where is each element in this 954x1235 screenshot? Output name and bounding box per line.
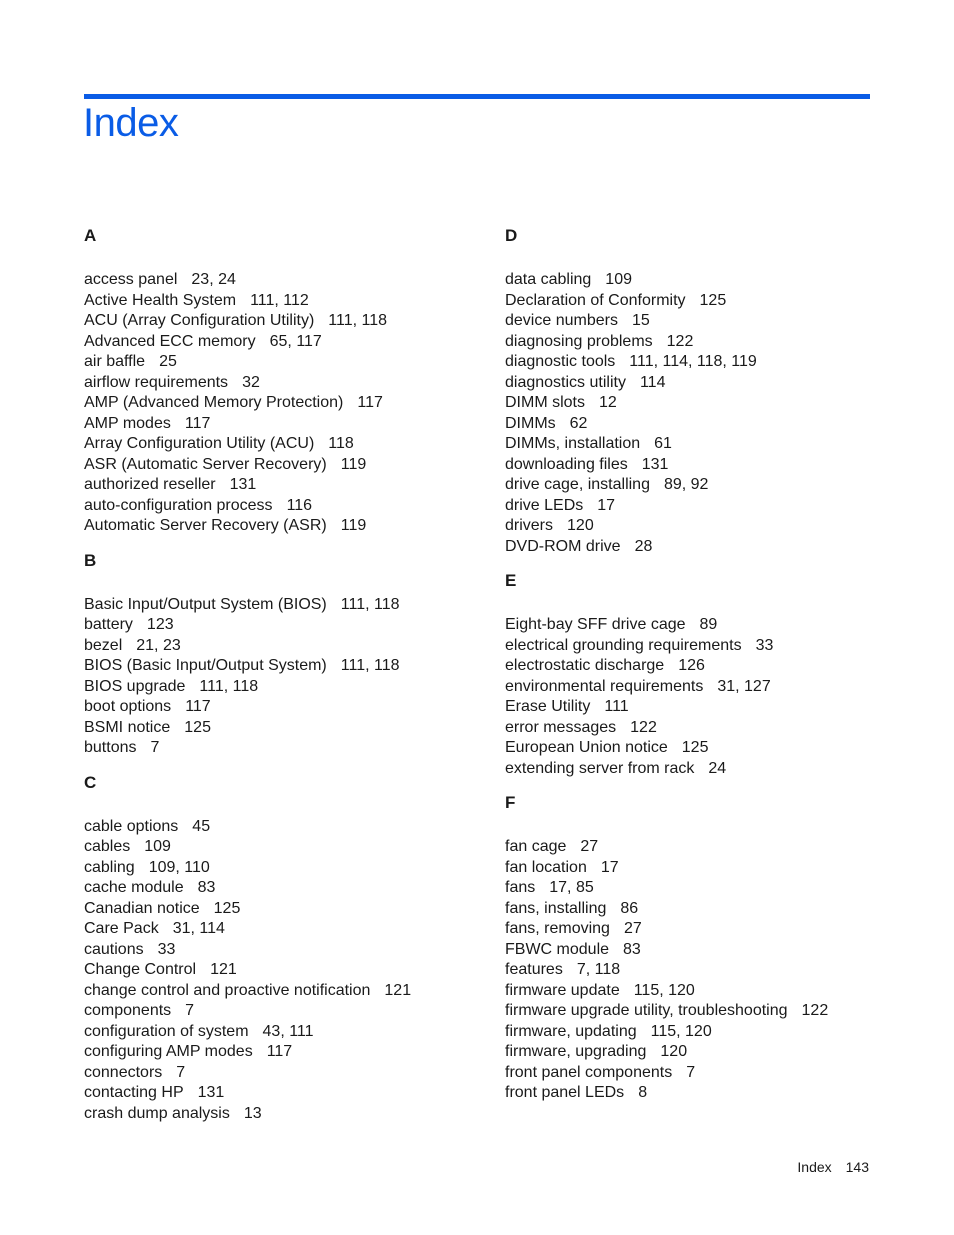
- index-entry: [505, 311, 905, 332]
- index-entry: [505, 496, 905, 517]
- page-reference[interactable]: 117: [357, 394, 383, 411]
- index-entry: [84, 393, 484, 414]
- index-section: [84, 773, 484, 1125]
- page-reference[interactable]: 7: [185, 1002, 195, 1019]
- index-term: Advanced ECC memory: [84, 332, 256, 350]
- index-entry: [84, 1022, 484, 1043]
- page-reference[interactable]: 121: [384, 981, 412, 999]
- index-term: air baffle: [84, 353, 146, 370]
- index-term: Declaration of Conformity: [505, 291, 686, 309]
- page-reference[interactable]: 125: [184, 718, 211, 736]
- page-reference[interactable]: 17, 85: [549, 879, 594, 896]
- index-term: features: [505, 961, 563, 978]
- page-reference[interactable]: 122: [666, 332, 694, 350]
- index-term: diagnostics utility: [505, 373, 626, 391]
- index-term: firmware upgrade utility, troubleshooting: [505, 1002, 788, 1019]
- index-entry: [505, 656, 905, 677]
- page-reference[interactable]: 123: [146, 616, 174, 633]
- index-term: drive LEDs: [505, 496, 584, 514]
- index-entry: [505, 455, 905, 476]
- index-section: [505, 571, 905, 779]
- page-reference[interactable]: 7: [176, 1063, 186, 1081]
- index-entry: [505, 1063, 905, 1084]
- section-letter: B: [84, 550, 97, 570]
- page-reference[interactable]: 131: [229, 476, 257, 493]
- index-term: error messages: [505, 718, 617, 736]
- page-reference[interactable]: 17: [600, 858, 619, 876]
- index-term: data cabling: [505, 271, 592, 288]
- index-entry: [505, 393, 905, 414]
- index-term: environmental requirements: [505, 677, 704, 695]
- index-entry-list: [84, 270, 484, 537]
- index-term: firmware, upgrading: [505, 1043, 647, 1060]
- page-reference[interactable]: 27: [580, 838, 599, 855]
- index-term: bezel: [84, 636, 123, 654]
- index-term: Array Configuration Utility (ACU): [84, 435, 315, 452]
- index-entry: [84, 960, 484, 981]
- index-term: ACU (Array Configuration Utility): [84, 312, 315, 329]
- page-reference[interactable]: 31, 114: [172, 920, 225, 937]
- index-entry: [505, 837, 905, 858]
- page-reference[interactable]: 62: [569, 414, 588, 432]
- index-entry: [84, 373, 484, 394]
- index-entry: [84, 291, 484, 312]
- page-reference[interactable]: 109, 110: [148, 858, 210, 876]
- page-reference[interactable]: 111, 118: [199, 677, 259, 695]
- index-term: buttons: [84, 739, 137, 756]
- page-reference[interactable]: 23, 24: [191, 271, 236, 288]
- page-reference[interactable]: 83: [197, 879, 216, 896]
- page-reference[interactable]: 31, 127: [717, 677, 771, 695]
- index-term: BIOS (Basic Input/Output System): [84, 657, 327, 674]
- index-term: components: [84, 1002, 172, 1019]
- index-term: cable options: [84, 817, 179, 835]
- page-reference[interactable]: 33: [755, 636, 774, 654]
- page-reference[interactable]: 118: [328, 435, 354, 452]
- index-entry: [505, 537, 905, 558]
- page-footer: [797, 1159, 869, 1175]
- page-reference[interactable]: 25: [159, 353, 177, 370]
- index-entry: [84, 455, 484, 476]
- page-reference[interactable]: 121: [210, 961, 237, 978]
- index-term: cables: [84, 838, 131, 855]
- index-entry: [84, 697, 484, 718]
- index-term: firmware, updating: [505, 1022, 637, 1040]
- page-reference[interactable]: 12: [599, 394, 617, 411]
- index-entry: [84, 434, 484, 455]
- index-term: BIOS upgrade: [84, 677, 186, 695]
- page-reference[interactable]: 120: [660, 1043, 688, 1060]
- index-term: DVD-ROM drive: [505, 537, 621, 555]
- index-term: electrical grounding requirements: [505, 636, 742, 654]
- page-reference[interactable]: 115, 120: [633, 981, 695, 999]
- index-term: firmware update: [505, 981, 620, 999]
- page-reference[interactable]: 13: [243, 1104, 262, 1122]
- page-reference[interactable]: 114: [639, 373, 666, 391]
- index-term: diagnosing problems: [505, 332, 653, 350]
- index-entry: [84, 899, 484, 920]
- index-entry: [505, 878, 905, 899]
- page-reference[interactable]: 28: [634, 537, 653, 555]
- index-section: [505, 226, 905, 557]
- index-entry: [505, 332, 905, 353]
- page-reference[interactable]: 8: [638, 1084, 648, 1101]
- index-term: auto-configuration process: [84, 496, 273, 514]
- index-term: Basic Input/Output System (BIOS): [84, 595, 327, 613]
- index-entry-list: [84, 595, 484, 759]
- index-term: AMP modes: [84, 414, 171, 432]
- page-reference[interactable]: 43, 111: [262, 1022, 314, 1040]
- index-entry: [84, 919, 484, 940]
- page-reference[interactable]: 83: [623, 940, 641, 958]
- index-entry: [505, 516, 905, 537]
- page-reference[interactable]: 131: [197, 1084, 225, 1101]
- page-reference[interactable]: 125: [681, 739, 709, 756]
- page-reference[interactable]: 15: [631, 312, 650, 329]
- index-entry: [505, 475, 905, 496]
- index-entry: [84, 414, 484, 435]
- index-term: Erase Utility: [505, 698, 591, 715]
- index-term: crash dump analysis: [84, 1104, 230, 1122]
- page-reference[interactable]: 109: [605, 271, 632, 288]
- footer-page-number: 143: [845, 1159, 869, 1175]
- index-entry: [505, 697, 905, 718]
- page-reference[interactable]: 126: [678, 657, 705, 674]
- section-letter: E: [505, 571, 517, 590]
- index-term: diagnostic tools: [505, 353, 616, 370]
- page-reference[interactable]: 111, 118: [340, 595, 400, 613]
- index-entry: [84, 516, 484, 537]
- index-term: fans, removing: [505, 920, 610, 937]
- page-reference[interactable]: 115, 120: [650, 1022, 712, 1040]
- index-term: AMP (Advanced Memory Protection): [84, 394, 344, 411]
- index-term: contacting HP: [84, 1084, 184, 1101]
- title-rule: [84, 94, 870, 99]
- page-reference[interactable]: 17: [597, 496, 616, 514]
- index-term: Eight-bay SFF drive cage: [505, 616, 686, 633]
- page-reference[interactable]: 111: [604, 698, 629, 715]
- page-reference[interactable]: 111, 118: [340, 657, 400, 674]
- index-term: Canadian notice: [84, 899, 200, 917]
- index-entry: [84, 496, 484, 517]
- index-entry: [84, 940, 484, 961]
- index-term: drive cage, installing: [505, 476, 650, 493]
- index-term: ASR (Automatic Server Recovery): [84, 455, 327, 473]
- index-entry: [505, 718, 905, 739]
- page-reference[interactable]: 109: [144, 838, 171, 855]
- index-term: Active Health System: [84, 291, 237, 309]
- section-letter: F: [505, 793, 516, 812]
- page-reference[interactable]: 7: [150, 739, 160, 756]
- page-reference[interactable]: 111, 112: [250, 291, 309, 309]
- index-entry: [84, 858, 484, 879]
- index-entry: [84, 1104, 484, 1125]
- index-entry: [84, 817, 484, 838]
- index-entry: [505, 759, 905, 780]
- footer-label: Index: [797, 1159, 832, 1175]
- section-letter: C: [84, 772, 97, 792]
- section-letter: D: [505, 226, 518, 245]
- index-entry: [84, 636, 484, 657]
- page-reference[interactable]: 111, 114, 118, 119: [629, 353, 757, 370]
- index-entry: [505, 677, 905, 698]
- index-entry: [84, 615, 484, 636]
- page-reference[interactable]: 125: [699, 291, 727, 309]
- index-entry: [84, 656, 484, 677]
- page-reference[interactable]: 7: [686, 1063, 696, 1081]
- page-reference[interactable]: 21, 23: [136, 636, 181, 654]
- index-entry: [505, 1083, 905, 1104]
- index-entry: [84, 718, 484, 739]
- index-term: front panel components: [505, 1063, 673, 1081]
- index-entry: [505, 414, 905, 435]
- index-entry: [84, 1063, 484, 1084]
- index-entry: [84, 677, 484, 698]
- index-entry: [84, 270, 484, 291]
- index-term: cache module: [84, 879, 184, 896]
- index-term: battery: [84, 616, 133, 633]
- index-column-left: [84, 224, 484, 1138]
- index-entry: [84, 981, 484, 1002]
- section-letter: A: [84, 226, 97, 245]
- index-entry: [84, 595, 484, 616]
- index-entry: [84, 311, 484, 332]
- index-entry-list: [505, 615, 905, 779]
- index-section: [505, 793, 905, 1104]
- page-reference[interactable]: 119: [340, 517, 367, 534]
- index-term: fans: [505, 879, 536, 896]
- page-reference[interactable]: 117: [184, 414, 211, 432]
- index-entry: [505, 291, 905, 312]
- page-reference[interactable]: 89: [699, 616, 718, 633]
- index-term: extending server from rack: [505, 759, 695, 777]
- index-term: FBWC module: [505, 940, 610, 958]
- index-term: device numbers: [505, 312, 618, 329]
- index-term: DIMMs: [505, 414, 556, 432]
- index-section: [84, 551, 484, 759]
- page-reference[interactable]: 122: [801, 1002, 829, 1019]
- index-term: electrostatic discharge: [505, 657, 665, 674]
- index-entry: [84, 1083, 484, 1104]
- index-entry: [505, 373, 905, 394]
- index-entry: [84, 1042, 484, 1063]
- page-reference[interactable]: 111, 118: [328, 312, 387, 329]
- page-reference[interactable]: 117: [266, 1043, 293, 1060]
- index-term: configuration of system: [84, 1022, 249, 1040]
- index-entry: [505, 1022, 905, 1043]
- index-entry-list: [505, 837, 905, 1104]
- page-reference[interactable]: 131: [641, 455, 669, 473]
- index-term: connectors: [84, 1063, 163, 1081]
- page-reference[interactable]: 120: [567, 517, 594, 534]
- index-entry: [505, 858, 905, 879]
- index-entry: [505, 1042, 905, 1063]
- page-reference[interactable]: 33: [157, 940, 176, 958]
- index-term: Change Control: [84, 961, 197, 978]
- index-entry: [84, 352, 484, 373]
- index-term: DIMMs, installation: [505, 435, 641, 452]
- page-reference[interactable]: 24: [708, 759, 727, 777]
- index-term: Care Pack: [84, 920, 159, 937]
- index-term: boot options: [84, 698, 172, 715]
- index-section: [84, 226, 484, 537]
- index-entry: [84, 738, 484, 759]
- page-title: Index: [83, 101, 179, 145]
- index-term: fan location: [505, 858, 587, 876]
- index-entry: [505, 636, 905, 657]
- index-entry: [505, 352, 905, 373]
- index-term: configuring AMP modes: [84, 1043, 253, 1060]
- index-entry: [505, 270, 905, 291]
- page-reference[interactable]: 116: [286, 496, 313, 514]
- index-term: airflow requirements: [84, 373, 229, 391]
- index-term: fan cage: [505, 838, 567, 855]
- index-entry: [84, 1001, 484, 1022]
- index-term: European Union notice: [505, 739, 668, 756]
- index-entry: [505, 981, 905, 1002]
- index-entry: [84, 332, 484, 353]
- index-entry: [505, 960, 905, 981]
- index-entry: [505, 940, 905, 961]
- index-entry: [505, 615, 905, 636]
- index-term: authorized reseller: [84, 476, 216, 493]
- index-term: fans, installing: [505, 899, 607, 917]
- index-entry: [505, 919, 905, 940]
- page-reference[interactable]: 89, 92: [663, 476, 709, 493]
- index-entry: [505, 1001, 905, 1022]
- page-reference[interactable]: 7, 118: [576, 961, 621, 978]
- index-term: DIMM slots: [505, 394, 585, 411]
- index-entry: [84, 475, 484, 496]
- index-term: front panel LEDs: [505, 1084, 625, 1101]
- index-term: access panel: [84, 271, 178, 288]
- index-term: drivers: [505, 517, 554, 534]
- page-reference[interactable]: 119: [340, 455, 367, 473]
- page-reference[interactable]: 27: [623, 920, 642, 937]
- index-term: downloading files: [505, 455, 628, 473]
- index-entry-list: [84, 817, 484, 1125]
- index-entry: [84, 878, 484, 899]
- page-reference[interactable]: 125: [213, 899, 241, 917]
- index-entry-list: [505, 270, 905, 557]
- page-reference[interactable]: 86: [620, 899, 639, 917]
- index-entry: [505, 434, 905, 455]
- index-term: change control and proactive notification: [84, 981, 371, 999]
- index-entry: [505, 738, 905, 759]
- index-column-right: [505, 224, 905, 1118]
- page-reference[interactable]: 117: [185, 698, 211, 715]
- index-term: BSMI notice: [84, 718, 171, 736]
- index-entry: [505, 899, 905, 920]
- index-term: cautions: [84, 940, 144, 958]
- page-reference[interactable]: 45: [192, 817, 211, 835]
- index-term: cabling: [84, 858, 135, 876]
- page-reference[interactable]: 61: [654, 435, 672, 452]
- index-entry: [84, 837, 484, 858]
- page-reference[interactable]: 32: [242, 373, 260, 391]
- page-reference[interactable]: 122: [630, 718, 657, 736]
- index-term: Automatic Server Recovery (ASR): [84, 517, 327, 534]
- page-reference[interactable]: 65, 117: [269, 332, 322, 350]
